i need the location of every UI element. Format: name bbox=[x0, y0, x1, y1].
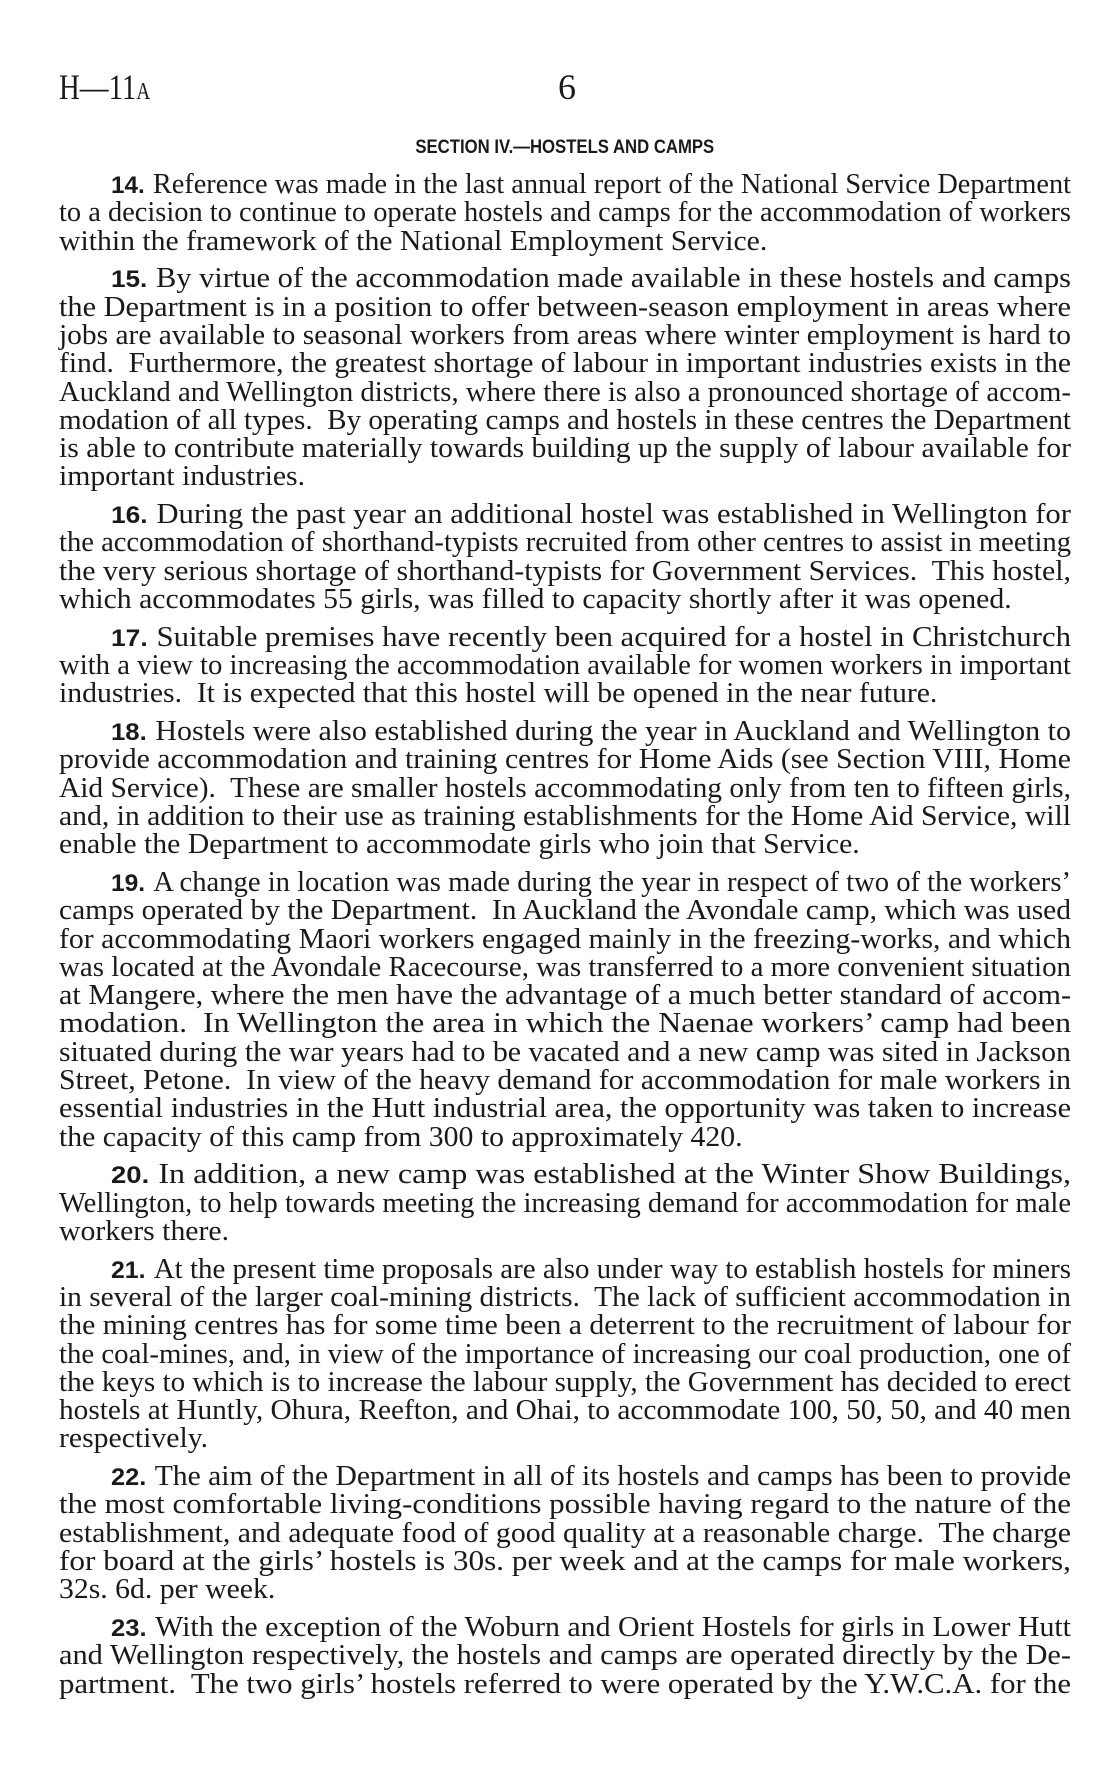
line-content bbox=[59, 1312, 1071, 1340]
line-text: A change in location was made during the year in respect of two of the workers’ bbox=[153, 866, 1072, 898]
text-line bbox=[59, 951, 1071, 983]
line-text: important industries. bbox=[59, 461, 306, 493]
text-line bbox=[59, 772, 1071, 804]
line-content bbox=[59, 1491, 1071, 1519]
line-text: hostels at Huntly, Ohura, Reefton, and Ohai, to accommodate 100, 50, 50, and 40 men bbox=[59, 1395, 1071, 1427]
line-content bbox=[59, 1187, 1071, 1219]
line-text: and Wellington respectively, the hostels and camps are operated directly by the De- bbox=[59, 1640, 1071, 1672]
text-line bbox=[111, 1161, 1114, 1189]
paragraph-number: 15. bbox=[111, 266, 148, 294]
line-text: which accommodates 55 girls, was filled to capacity shortly after it was opened. bbox=[59, 584, 1012, 615]
line-content bbox=[59, 1642, 1071, 1670]
text-line bbox=[59, 529, 1071, 557]
paragraph-number: 17. bbox=[111, 624, 148, 652]
text-line bbox=[59, 404, 1071, 436]
line-content bbox=[59, 1576, 275, 1604]
line-text: Suitable premises have recently been acquired for a hostel in Christchurch bbox=[156, 621, 1071, 653]
text-line bbox=[59, 1668, 1071, 1700]
line-content bbox=[59, 1215, 230, 1247]
document-code-suffix: A bbox=[136, 79, 151, 105]
text-line bbox=[59, 1425, 1071, 1453]
line-text: The aim of the Department in all of its hostels and camps has been to provide bbox=[154, 1461, 1071, 1493]
text-line bbox=[111, 866, 1114, 898]
line-text: for board at the girls’ hostels is 30s. per week and at the camps for male workers, bbox=[59, 1546, 1071, 1577]
text-line bbox=[59, 1338, 1071, 1370]
line-text: enable the Department to accommodate girls who join that Service. bbox=[59, 829, 860, 861]
text-line bbox=[59, 1215, 1071, 1247]
text-line bbox=[111, 501, 1114, 529]
text-line bbox=[59, 1121, 1071, 1153]
line-content bbox=[59, 225, 768, 257]
line-content bbox=[59, 831, 860, 859]
line-content bbox=[59, 951, 1071, 983]
line-content bbox=[59, 1517, 1071, 1549]
line-content bbox=[59, 1366, 1071, 1398]
text-line bbox=[59, 199, 1071, 227]
text-line bbox=[59, 1010, 1071, 1038]
line-text: respectively. bbox=[59, 1423, 209, 1455]
line-text: was located at the Avondale Racecourse, was transferred to a more convenient situation bbox=[59, 951, 1071, 983]
line-content bbox=[59, 1067, 1071, 1095]
line-content bbox=[59, 1548, 1071, 1576]
line-content bbox=[111, 265, 1071, 294]
line-text: During the past year an additional hostel was established in Wellington for bbox=[156, 499, 1071, 531]
line-text: workers there. bbox=[59, 1215, 230, 1247]
text-line bbox=[59, 652, 1071, 680]
section-title: SECTION IV.—HOSTELS AND CAMPS bbox=[415, 137, 715, 158]
text-line bbox=[59, 586, 1071, 614]
text-line bbox=[59, 746, 1071, 774]
text-line bbox=[59, 800, 1071, 832]
text-line bbox=[59, 350, 1071, 378]
text-line bbox=[59, 982, 1071, 1010]
line-text: With the exception of the Woburn and Orient Hostels for girls in Lower Hutt bbox=[155, 1612, 1071, 1643]
text-line bbox=[59, 1036, 1071, 1068]
line-text: essential industries in the Hutt industrial area, the opportunity was taken to increase bbox=[59, 1093, 1071, 1125]
line-text: partment. The two girls’ hostels referred to were operated by the Y.W.C.A. for the bbox=[59, 1668, 1071, 1700]
line-text: By virtue of the accommodation made available in these hostels and camps bbox=[155, 263, 1071, 295]
text-line bbox=[59, 1576, 1071, 1604]
text-line bbox=[59, 291, 1071, 323]
line-text: and, in addition to their use as training establishments for the Home Aid Service, will bbox=[59, 800, 1071, 832]
paragraph-number: 21. bbox=[111, 1256, 146, 1284]
text-line bbox=[59, 1281, 1071, 1313]
line-content bbox=[59, 1668, 1071, 1700]
line-content bbox=[59, 680, 937, 708]
line-content bbox=[59, 376, 1071, 408]
line-text: the accommodation of shorthand-typists recruited from other centres to assist in meeting bbox=[59, 527, 1071, 559]
line-content bbox=[59, 1121, 743, 1153]
paragraph-number: 14. bbox=[111, 172, 145, 199]
text-line bbox=[111, 1614, 1114, 1642]
text-line bbox=[59, 1312, 1071, 1340]
line-content bbox=[111, 1161, 1071, 1190]
line-content bbox=[59, 1281, 1071, 1313]
line-content bbox=[59, 652, 1071, 680]
line-text: establishment, and adequate food of good quality at a reasonable charge. The charge bbox=[59, 1517, 1071, 1549]
page-number: 6 bbox=[558, 67, 576, 107]
line-text: At the present time proposals are also under way to establish hostels for miners bbox=[153, 1253, 1071, 1285]
line-text: the mining centres has for some time been a deterrent to the recruitment of labour for bbox=[59, 1310, 1071, 1342]
line-content bbox=[59, 199, 1071, 227]
line-content bbox=[59, 1425, 208, 1453]
text-line bbox=[111, 621, 1114, 653]
text-line bbox=[59, 1397, 1071, 1425]
line-text: Hostels were also established during the year in Auckland and Wellington to bbox=[155, 716, 1071, 747]
paragraph-number: 19. bbox=[111, 869, 146, 897]
line-text: industries. It is expected that this hostel will be opened in the near future. bbox=[59, 678, 938, 710]
line-text: the very serious shortage of shorthand-typists for Government Services. This hostel, bbox=[59, 555, 1071, 587]
line-text: jobs are available to seasonal workers from areas where winter employment is hard to bbox=[59, 319, 1071, 351]
paragraph-number: 16. bbox=[111, 502, 148, 530]
paragraph-number: 18. bbox=[111, 719, 147, 746]
line-text: Wellington, to help towards meeting the increasing demand for accommodation for male bbox=[59, 1187, 1071, 1219]
line-text: the capacity of this camp from 300 to approximately 420. bbox=[59, 1121, 743, 1153]
line-content bbox=[111, 621, 1071, 653]
text-line bbox=[59, 555, 1071, 587]
text-line bbox=[111, 171, 1114, 199]
line-text: to a decision to continue to operate hostels and camps for the accommodation of workers bbox=[59, 197, 1071, 229]
line-content bbox=[59, 1036, 1071, 1068]
line-content bbox=[111, 171, 1071, 200]
text-line bbox=[59, 1366, 1071, 1398]
line-content bbox=[59, 923, 1071, 955]
line-text: situated during the war years had to be vacated and a new camp was sited in Jackson bbox=[59, 1036, 1071, 1068]
line-text: at Mangere, where the men have the advantage of a much better standard of accom- bbox=[59, 980, 1071, 1012]
line-content bbox=[59, 772, 1071, 804]
text-line bbox=[59, 463, 1071, 491]
line-text: modation of all types. By operating camps and hostels in these centres the Department bbox=[59, 404, 1071, 436]
line-content bbox=[59, 291, 1071, 323]
line-text: Aid Service). These are smaller hostels accommodating only from ten to fifteen girls, bbox=[59, 772, 1071, 804]
line-content bbox=[59, 897, 1071, 925]
text-line bbox=[59, 225, 1071, 257]
line-content bbox=[59, 800, 1071, 832]
line-text: In addition, a new camp was established at the Winter Show Buildings, bbox=[158, 1159, 1071, 1191]
text-line bbox=[59, 923, 1071, 955]
text-line bbox=[59, 1642, 1071, 1670]
line-content bbox=[111, 1253, 1071, 1285]
line-content bbox=[59, 319, 1071, 351]
text-line bbox=[111, 1463, 1114, 1491]
line-text: the most comfortable living-conditions possible having regard to the nature of the bbox=[59, 1489, 1071, 1521]
text-line bbox=[59, 831, 1071, 859]
line-text: Street, Petone. In view of the heavy demand for accommodation for male workers in bbox=[59, 1065, 1071, 1096]
line-text: the Department is in a position to offer between-season employment in areas where bbox=[59, 291, 1071, 323]
line-text: find. Furthermore, the greatest shortage of labour in important industries exists in the bbox=[59, 348, 1071, 380]
line-content bbox=[111, 1463, 1071, 1492]
line-content bbox=[59, 350, 1071, 378]
line-content bbox=[59, 746, 1071, 774]
line-content bbox=[59, 586, 1012, 614]
text-line bbox=[59, 1491, 1071, 1519]
text-line bbox=[59, 1067, 1071, 1095]
text-line bbox=[111, 718, 1114, 746]
line-content bbox=[111, 1614, 1071, 1643]
text-line bbox=[59, 680, 1071, 708]
line-content bbox=[59, 1095, 1071, 1123]
line-content bbox=[59, 1010, 1071, 1038]
line-content bbox=[59, 435, 1071, 463]
paragraph-number: 20. bbox=[111, 1162, 150, 1190]
line-content bbox=[59, 555, 1071, 587]
line-content bbox=[59, 1338, 1071, 1370]
text-line bbox=[59, 1187, 1071, 1219]
text-line bbox=[111, 265, 1114, 293]
line-content bbox=[59, 404, 1071, 436]
line-content bbox=[59, 1397, 1071, 1425]
document-code bbox=[59, 68, 150, 111]
text-line bbox=[59, 1517, 1071, 1549]
text-line bbox=[59, 1095, 1071, 1123]
paragraph-number: 22. bbox=[111, 1464, 147, 1492]
section-heading bbox=[0, 134, 1114, 162]
line-text: Reference was made in the last annual report of the National Service Department bbox=[152, 169, 1072, 200]
document-code-main: H—11 bbox=[59, 67, 137, 107]
line-text: in several of the larger coal-mining districts. The lack of sufficient accommodation in bbox=[59, 1281, 1071, 1313]
line-content bbox=[59, 463, 305, 491]
line-text: 32s. 6d. per week. bbox=[59, 1574, 276, 1606]
text-line bbox=[59, 376, 1071, 408]
paragraph-number: 23. bbox=[111, 1615, 147, 1642]
text-line bbox=[59, 319, 1071, 351]
text-line bbox=[59, 897, 1071, 925]
line-text: camps operated by the Department. In Auckland the Avondale camp, which was used bbox=[59, 895, 1071, 927]
line-text: modation. In Wellington the area in which the Naenae workers’ camp had been bbox=[59, 1008, 1071, 1040]
text-line bbox=[59, 1548, 1071, 1576]
line-content bbox=[111, 501, 1071, 530]
line-content bbox=[111, 718, 1071, 747]
line-text: the coal-mines, and, in view of the importance of increasing our coal production, one of bbox=[59, 1338, 1071, 1370]
line-text: the keys to which is to increase the labour supply, the Government has decided to erect bbox=[59, 1366, 1071, 1398]
text-line bbox=[111, 1253, 1114, 1285]
line-text: within the framework of the National Employment Service. bbox=[59, 225, 768, 257]
line-text: is able to contribute materially towards building up the supply of labour available for bbox=[59, 433, 1071, 465]
line-content bbox=[59, 982, 1071, 1010]
text-line bbox=[59, 435, 1071, 463]
line-content bbox=[111, 866, 1072, 898]
line-text: provide accommodation and training centres for Home Aids (see Section VIII, Home bbox=[59, 744, 1071, 776]
line-text: Auckland and Wellington districts, where there is also a pronounced shortage of accom- bbox=[59, 376, 1071, 408]
line-text: with a view to increasing the accommodation available for women workers in important bbox=[59, 650, 1071, 681]
line-content bbox=[59, 529, 1071, 557]
line-text: for accommodating Maori workers engaged mainly in the freezing-works, and which bbox=[59, 923, 1071, 955]
